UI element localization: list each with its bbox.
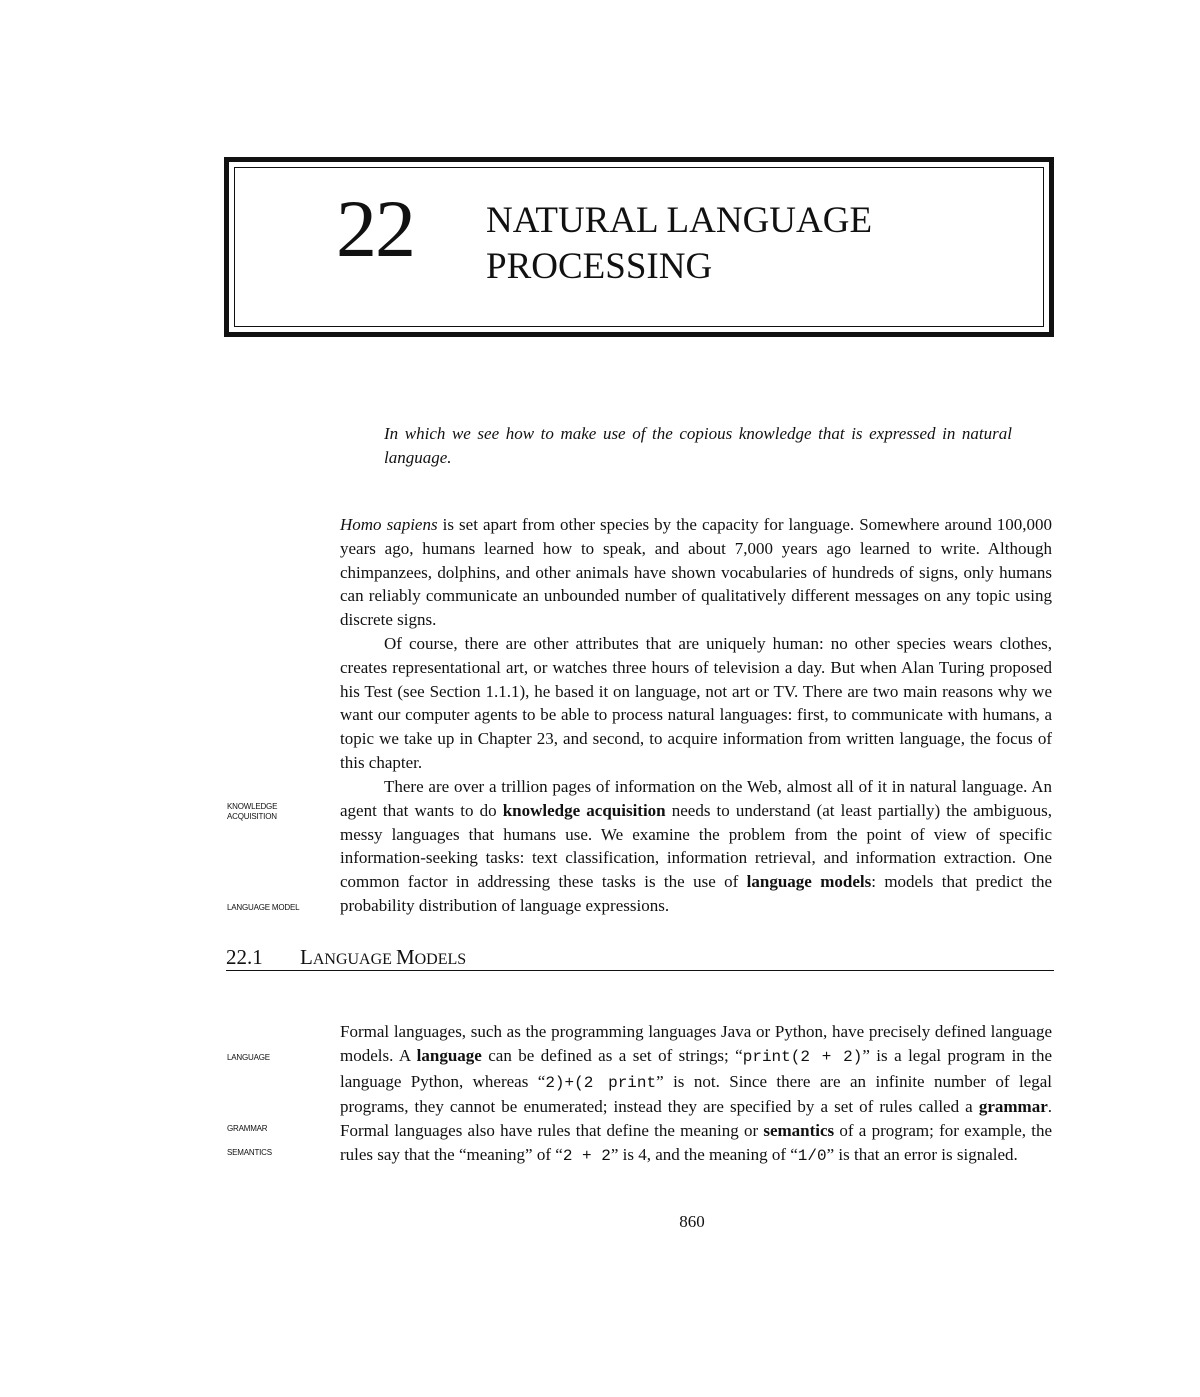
code-division-example: 1/0 <box>797 1146 827 1165</box>
section-text-h: ” is that an error is signaled. <box>826 1144 1018 1164</box>
code-illegal-example: 2)+(2 print <box>545 1073 657 1092</box>
term-language: language <box>416 1045 482 1065</box>
section-text-a: Formal languages, such as the programming languages Java or Python, have precisely defined language models. A <box>340 1022 1052 1065</box>
section-text-c: ” is a legal program in the language Python, whereas “ <box>340 1045 1052 1091</box>
term-semantics: semantics <box>763 1121 835 1141</box>
code-sum-example: 2 + 2 <box>562 1146 611 1165</box>
chapter-epigraph: In which we see how to make use of the copious knowledge that is expressed in natural language. <box>384 424 1012 467</box>
term-language-models: language models <box>746 872 872 892</box>
section-title <box>300 945 466 969</box>
section-text-e: . Formal languages also have rules that define the meaning or <box>340 1097 1052 1141</box>
margin-note-acquisition: ACQUISITION <box>227 812 277 821</box>
margin-note-grammar: GRAMMAR <box>227 1124 268 1133</box>
term-knowledge-acquisition: knowledge acquisition <box>502 800 666 820</box>
margin-note-knowledge: KNOWLEDGE <box>227 802 278 811</box>
intro-paragraph-1 <box>340 513 1052 632</box>
section-number: 22.1 <box>226 945 263 969</box>
section-text-d: ” is not. Since there are an infinite number of legal programs, they cannot be enumerated; instead they are specified by a set of rules called a <box>340 1071 1052 1117</box>
intro-paragraph-1-text: is set apart from other species by the capacity for language. Somewhere around 100,000 years ago, humans learned how to speak, and about 7,000 years ago learned to write. Although chimpanzees, dolphins, and other animals have shown vocabularies of hundreds of signs, only humans can reliably communicate an unbounded number of qualitatively different messages on any topic using discrete signs. <box>340 515 1052 630</box>
margin-note-language-model: LANGUAGE MODEL <box>227 903 300 912</box>
chapter-title-line2: PROCESSING <box>486 246 713 287</box>
section-text-b: can be defined as a set of strings; “ <box>481 1045 743 1065</box>
page-number: 860 <box>679 1212 705 1231</box>
section-title-cap-m: M <box>395 945 415 969</box>
species-name: Homo sapiens <box>340 515 438 534</box>
margin-note-language: LANGUAGE <box>227 1053 270 1062</box>
chapter-number: 22 <box>336 183 414 274</box>
chapter-title <box>486 198 872 290</box>
section-paragraph-1 <box>340 1020 1052 1169</box>
section-title-cap-l: L <box>300 945 313 969</box>
intro-paragraph-3 <box>340 775 1052 918</box>
section-title-small-1: ANGUAGE <box>312 951 396 968</box>
section-text-g: ” is 4, and the meaning of “ <box>610 1144 798 1164</box>
intro-paragraph-3-text-a: There are over a trillion pages of information on the Web, almost all of it in natural language. An agent that wants to do <box>340 777 1052 820</box>
intro-paragraph-3-text-c: : models that predict the probability distribution of language expressions. <box>340 872 1052 915</box>
margin-note-knowledge-acquisition <box>227 802 277 822</box>
term-grammar: grammar <box>978 1097 1048 1117</box>
section-title-small-2: ODELS <box>414 951 467 968</box>
margin-note-semantics: SEMANTICS <box>227 1148 272 1157</box>
section-heading <box>226 944 1054 971</box>
intro-paragraph-2: Of course, there are other attributes that are uniquely human: no other species wears clothes, creates representational art, or watches three hours of television a day. But when Alan Turing proposed his Test (see Section 1.1.1), he based it on language, not art or TV. There are two main reasons why we want our computer agents to be able to process natural languages: first, to communicate with humans, a topic we take up in Chapter 23, and second, to acquire information from written language, the focus of this chapter. <box>340 634 1052 772</box>
intro-paragraph-3-text-b: needs to understand (at least partially) the ambiguous, messy languages that humans use. We examine the problem from the point of view of specific information-seeking tasks: text classification, information retrieval, and information extraction. One common factor in addressing these tasks is the use of <box>340 800 1052 892</box>
chapter-title-line1: NATURAL LANGUAGE <box>486 200 873 241</box>
code-print-example: print(2 + 2) <box>742 1047 863 1066</box>
section-text-f: of a program; for example, the rules say that the “meaning” of “ <box>340 1121 1052 1164</box>
